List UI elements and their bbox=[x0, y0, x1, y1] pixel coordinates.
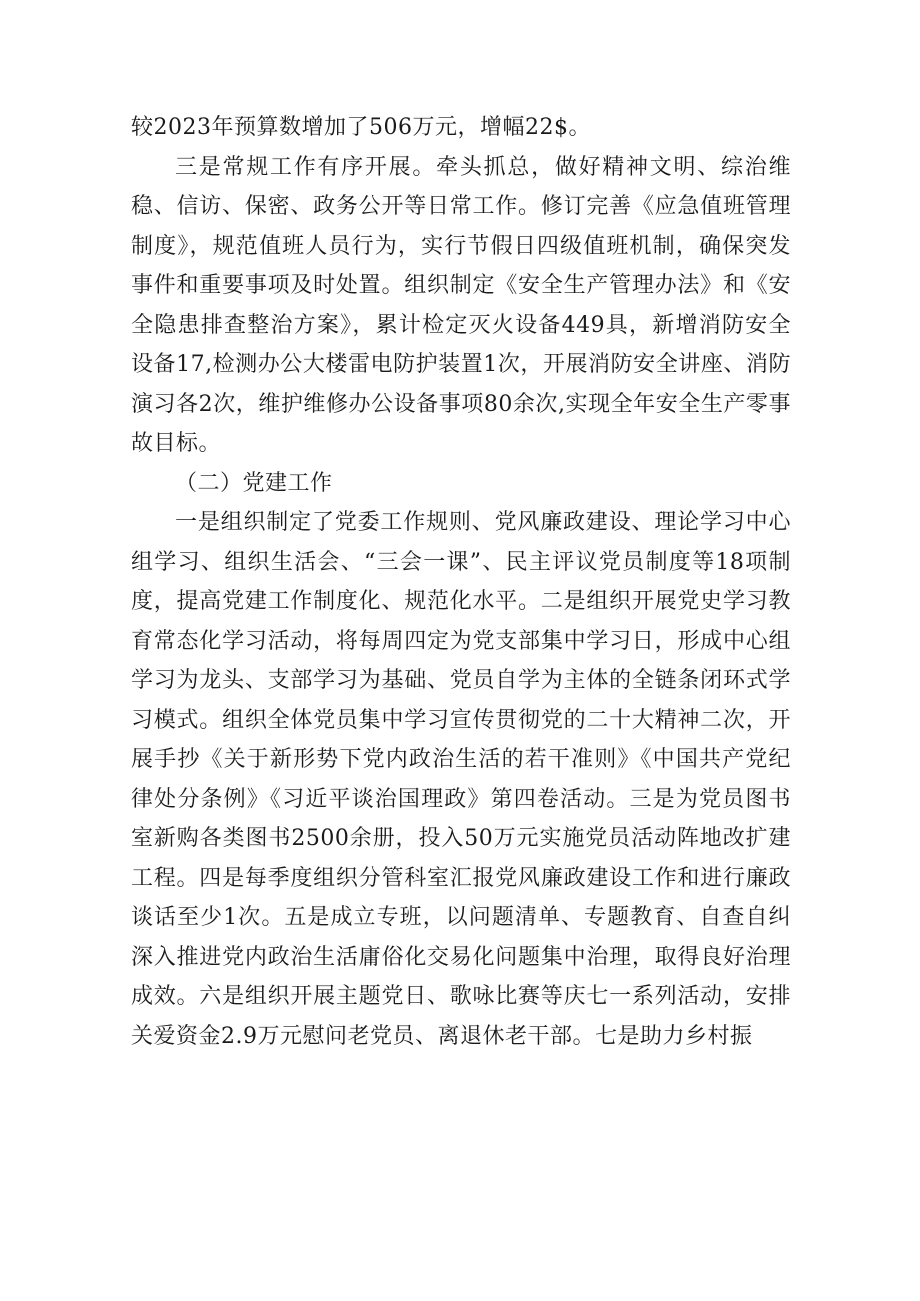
paragraph-routine-work: 三是常规工作有序开展。牵头抓总，做好精神文明、综治维稳、信访、保密、政务公开等日常工作。修订完善《应急值班管理制度》，规范值班人员行为，实行节假日四级值班机制，确保突发事件和重要事项及时处置。组织制定《安全生产管理办法》和《安全隐患排查整治方案》，累计检定灭火设备449具，新增消防安全设备17,检测办公大楼雷电防护装置1次，开展消防安全讲座、消防演习各2次，维护维修办公设备事项80余次,实现全年安全生产零事故目标。 bbox=[131, 154, 791, 456]
document-body bbox=[131, 108, 791, 1056]
paragraph-budget-continuation: 较2023年预算数增加了506万元，增幅22$。 bbox=[131, 115, 591, 140]
paragraph-party-building: 一是组织制定了党委工作规则、党风廉政建设、理论学习中心组学习、组织生活会、“三会一课”、民主评议党员制度等18项制度，提高党建工作制度化、规范化水平。二是组织开展党史学习教育常态化学习活动，将每周四定为党支部集中学习日，形成中心组学习为龙头、支部学习为基础、党员自学为主体的全链条闭环式学习模式。组织全体党员集中学习宣传贯彻党的二十大精神二次，开展手抄《关于新形势下党内政治生活的若干准则》《中国共产党纪律处分条例》《习近平谈治国理政》第四卷活动。三是为党员图书室新购各类图书2500余册，投入50万元实施党员活动阵地改扩建工程。四是每季度组织分管科室汇报党风廉政建设工作和进行廉政谈话至少1次。五是成立专班，以问题清单、专题教育、自查自纠深入推进党内政治生活庸俗化交易化问题集中治理，取得良好治理成效。六是组织开展主题党日、歌咏比赛等庆七一系列活动，安排关爱资金2.9万元慰问老党员、离退休老干部。七是助力乡村振 bbox=[131, 510, 791, 1049]
section-heading-party-building: （二）党建工作 bbox=[175, 470, 333, 496]
